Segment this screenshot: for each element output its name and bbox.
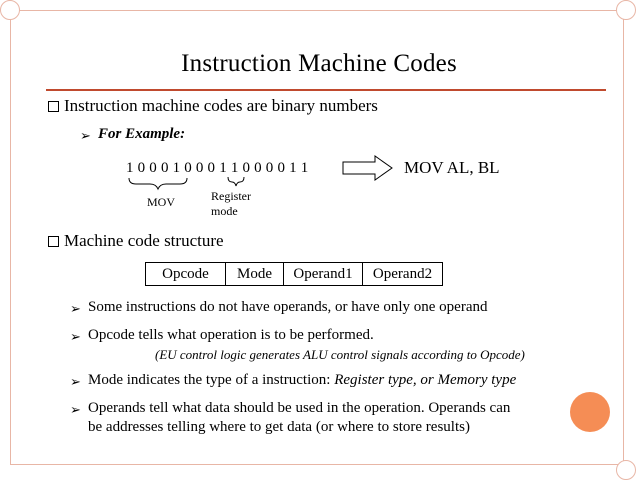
hollow-arrow-icon xyxy=(343,156,392,180)
arrow-bullet-icon: ➢ xyxy=(70,402,81,417)
arrow-bullet-icon: ➢ xyxy=(80,128,91,143)
register-label-line2: mode xyxy=(211,204,238,218)
structure-cell-operand2: Operand2 xyxy=(372,266,433,282)
result-instruction: MOV AL, BL xyxy=(404,158,500,177)
structure-cell-opcode: Opcode xyxy=(146,263,226,285)
note-mode xyxy=(88,372,516,389)
arrow-bullet-icon: ➢ xyxy=(70,374,81,389)
note-opcode-sub: (EU control logic generates ALU control signals according to Opcode) xyxy=(155,347,525,362)
note-opcode: Opcode tells what operation is to be performed. xyxy=(88,327,374,343)
mov-label: MOV xyxy=(147,195,176,209)
register-brace-icon xyxy=(228,177,244,186)
structure-cell-operand1: Operand1 xyxy=(284,263,363,285)
square-bullet-icon xyxy=(48,236,59,247)
bullet-machine-structure: Machine code structure xyxy=(64,231,224,250)
machine-code-structure-table xyxy=(145,262,443,286)
note-operands-line1: Operands tell what data should be used in the operation. Operands can xyxy=(88,400,511,416)
mov-brace-icon xyxy=(129,178,187,189)
note-operands-count: Some instructions do not have operands, or have only one operand xyxy=(88,299,488,315)
example-label: For Example: xyxy=(98,126,186,142)
note-operands-line2: be addresses telling where to get data (or where to store results) xyxy=(88,419,470,435)
structure-cell-mode: Mode xyxy=(226,263,284,285)
arrow-bullet-icon: ➢ xyxy=(70,301,81,316)
arrow-bullet-icon: ➢ xyxy=(70,329,81,344)
note-mode-types: Register type, or Memory type xyxy=(334,372,517,388)
register-label-line1: Register xyxy=(211,189,251,203)
note-mode-prefix: Mode indicates the type of a instruction: xyxy=(88,372,335,388)
bullet-instruction-codes: Instruction machine codes are binary numbers xyxy=(64,96,378,115)
binary-code: 1 0 0 0 1 0 0 0 1 1 0 0 0 0 1 1 xyxy=(126,160,309,176)
slide-title: Instruction Machine Codes xyxy=(181,50,457,77)
